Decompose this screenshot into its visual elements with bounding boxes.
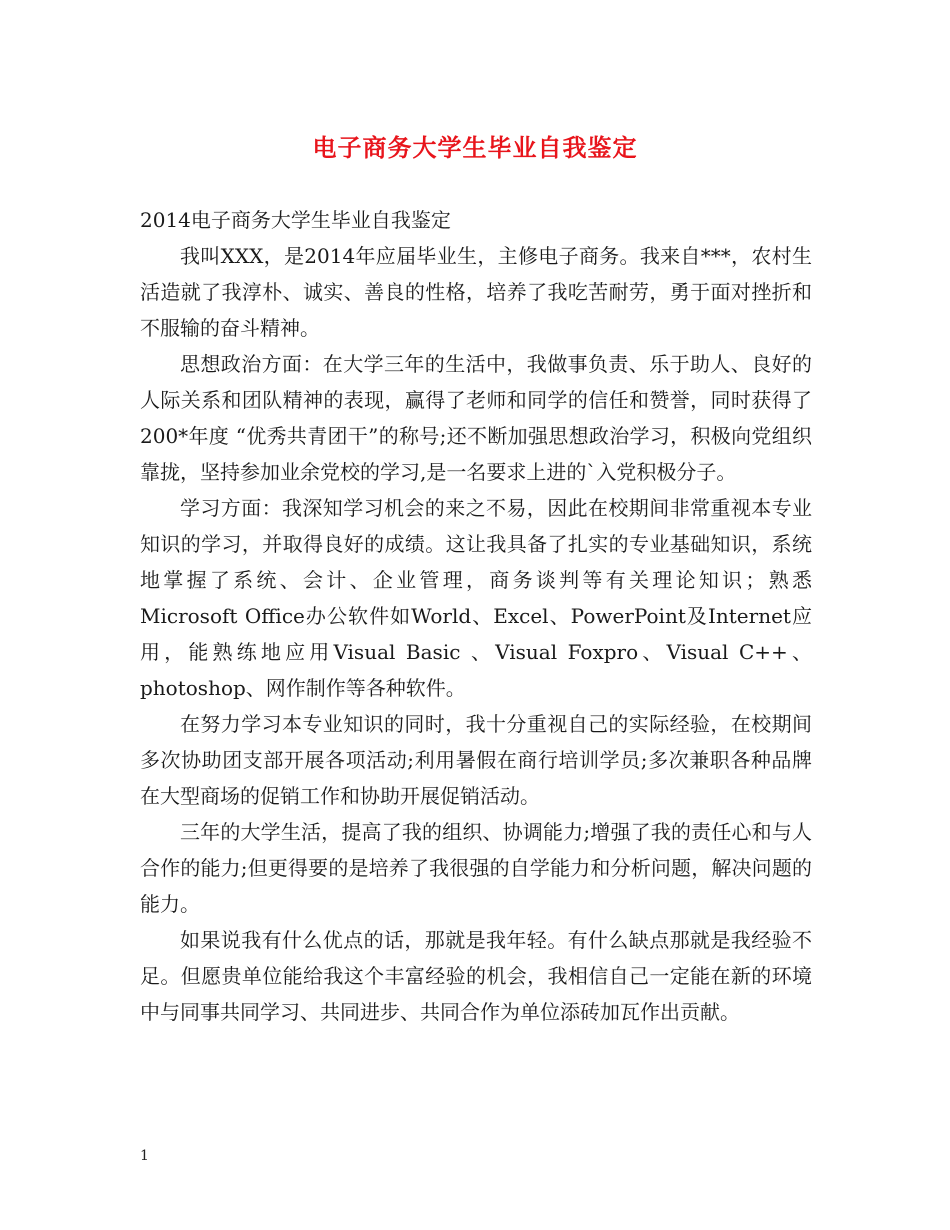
page-number: 1 [140,1148,149,1164]
paragraph-political: 思想政治方面：在大学三年的生活中，我做事负责、乐于助人、良好的人际关系和团队精神的表现，赢得了老师和同学的信任和赞誉，同时获得了200*年度 “优秀共青团干”的称号;还不断加强思想政治学习，积极向党组织靠拢，坚持参加业余党校的学习,是一名要求上进的`入党积极分子。 [140,352,812,484]
paragraph-growth: 三年的大学生活，提高了我的组织、协调能力;增强了我的责任心和与人合作的能力;但更得要的是培养了我很强的自学能力和分析问题，解决问题的能力。 [140,820,812,916]
paragraph-introduction: 我叫XXX，是2014年应届毕业生，主修电子商务。我来自***，农村生活造就了我淳朴、诚实、善良的性格，培养了我吃苦耐劳，勇于面对挫折和不服输的奋斗精神。 [140,244,812,340]
paragraph-practice: 在努力学习本专业知识的同时，我十分重视自己的实际经验，在校期间多次协助团支部开展各项活动;利用暑假在商行培训学员;多次兼职各种品牌在大型商场的促销工作和协助开展促销活动。 [140,712,812,808]
document-body [140,202,812,1030]
document-subtitle: 2014电子商务大学生毕业自我鉴定 [140,208,451,232]
paragraph-study: 学习方面：我深知学习机会的来之不易，因此在校期间非常重视本专业知识的学习，并取得良好的成绩。这让我具备了扎实的专业基础知识，系统地掌握了系统、会计、企业管理，商务谈判等有关理论知识；熟悉Microsoft Office办公软件如World、Excel、PowerPoint及Internet应用，能熟练地应用Visual Basic 、Visual Foxpro、Visual C++、photoshop、网作制作等各种软件。 [140,496,812,700]
paragraph-conclusion: 如果说我有什么优点的话，那就是我年轻。有什么缺点那就是我经验不足。但愿贵单位能给我这个丰富经验的机会，我相信自己一定能在新的环境中与同事共同学习、共同进步、共同合作为单位添砖加瓦作出贡献。 [140,928,812,1024]
document-title: 电子商务大学生毕业自我鉴定 [312,133,638,162]
